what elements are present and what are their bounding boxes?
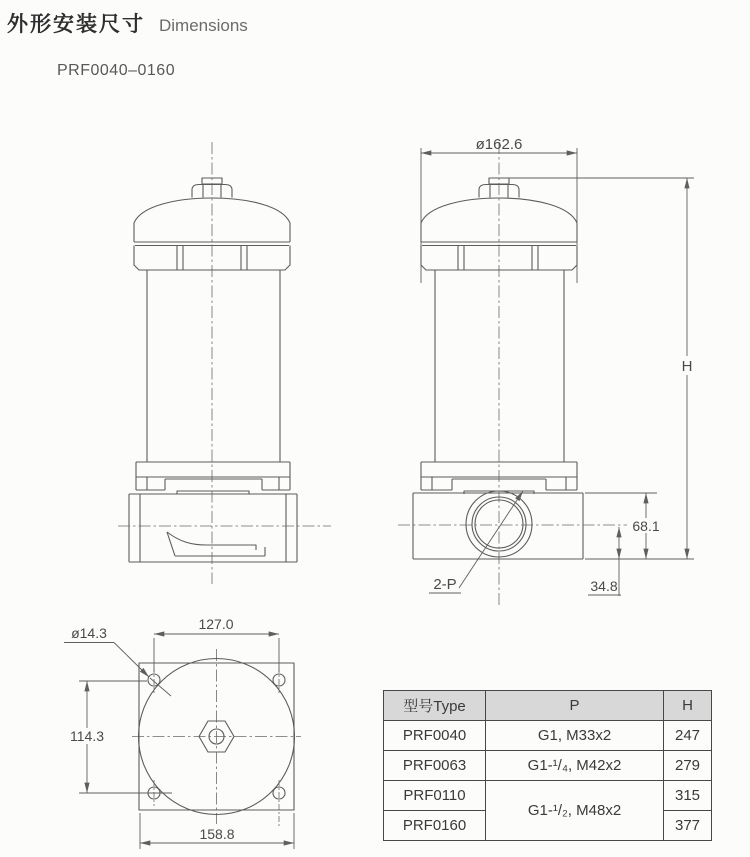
cell-p: G1-¹/₄, M42x2 [486, 751, 664, 781]
cell-p-merged: G1-¹/₂, M48x2 [486, 781, 664, 841]
dim-head-height [585, 493, 665, 559]
dim-hole-spacing-x [154, 616, 279, 672]
dim-158-label: 158.8 [199, 826, 235, 842]
top-view-drawing [64, 616, 301, 849]
dim-height-label: H [681, 358, 693, 375]
dim-hole-spacing-y [66, 681, 172, 793]
header-h: H [664, 691, 712, 721]
header-p: P [486, 691, 664, 721]
cell-type: PRF0110 [384, 781, 486, 811]
table-row [384, 781, 712, 811]
port-callout [429, 491, 523, 593]
dim-hole-diameter [64, 625, 171, 696]
cell-h: 247 [664, 721, 712, 751]
dim-68-label: 68.1 [632, 518, 660, 534]
dim-flange-width [140, 813, 294, 849]
side-view-drawing [398, 136, 696, 608]
dim-port-offset [588, 527, 621, 596]
dim-127-label: 127.0 [198, 616, 234, 632]
dimension-table [383, 690, 712, 841]
dim-hole-diameter-label: ø14.3 [71, 625, 107, 641]
filter-body [147, 270, 280, 462]
cell-type: PRF0160 [384, 811, 486, 841]
cell-h: 279 [664, 751, 712, 781]
cell-h: 315 [664, 781, 712, 811]
dim-114-label: 114.3 [70, 728, 104, 744]
filter-body-side [435, 270, 564, 462]
cell-type: PRF0040 [384, 721, 486, 751]
page-title-english: Dimensions [159, 16, 248, 35]
page-title-chinese: 外形安装尺寸 [7, 13, 145, 36]
cell-p: G1, M33x2 [486, 721, 664, 751]
cell-type: PRF0063 [384, 751, 486, 781]
dim-diameter-label: ø162.6 [475, 136, 523, 153]
header-type: 型号Type [384, 691, 486, 721]
model-range-label: PRF0040–0160 [57, 62, 176, 79]
table-header-row [384, 691, 712, 721]
mounting-head [129, 494, 297, 562]
cell-h: 377 [664, 811, 712, 841]
mount-flange [136, 462, 290, 494]
dim-overall-height [509, 178, 696, 559]
front-view-drawing [118, 142, 331, 584]
port-label: 2-P [433, 576, 457, 593]
dim-34-label: 34.8 [590, 578, 618, 594]
table-row [384, 751, 712, 781]
table-row [384, 721, 712, 751]
